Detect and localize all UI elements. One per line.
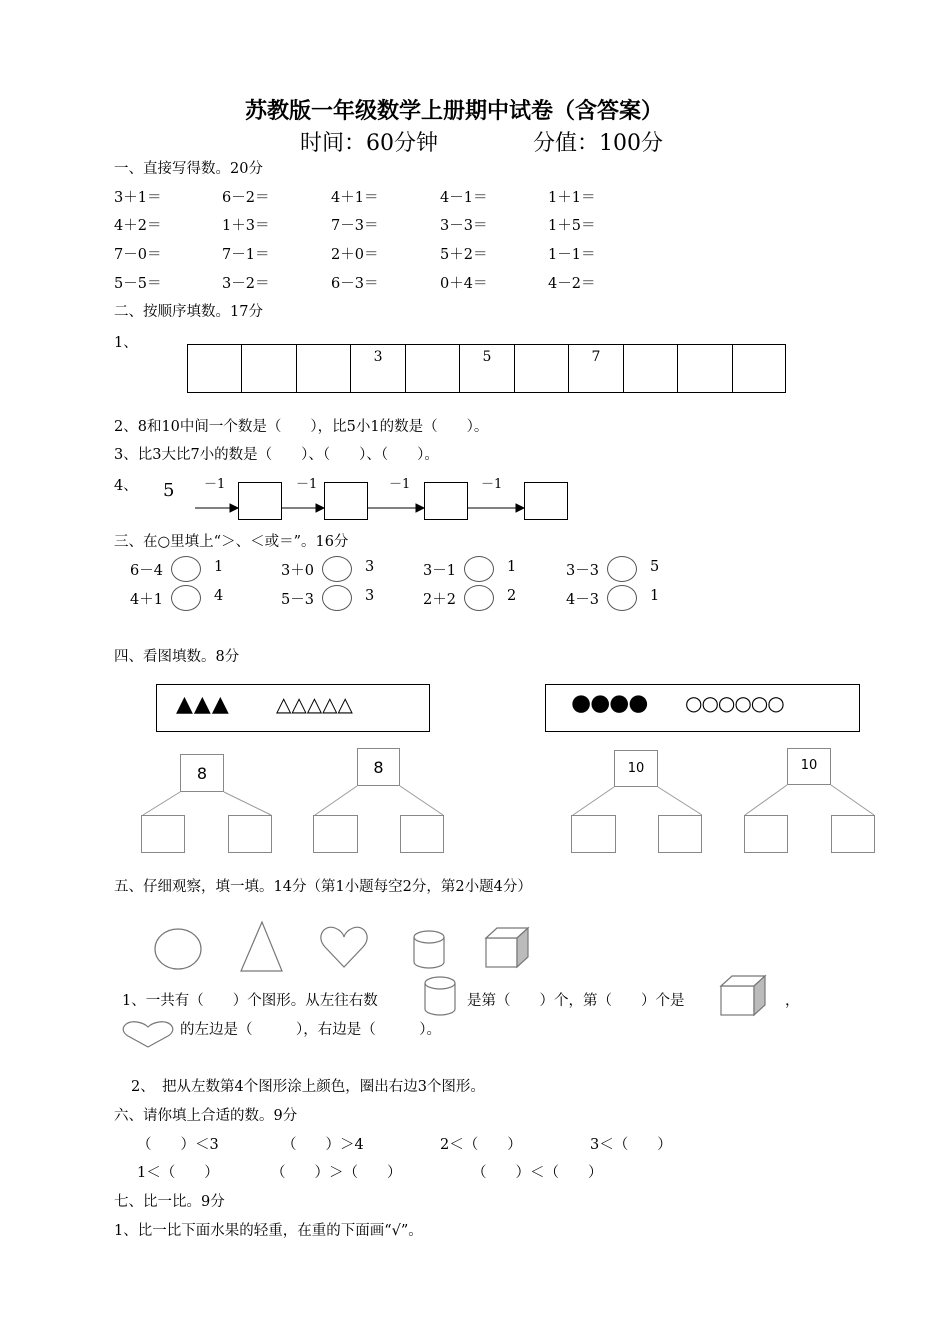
bond-top-number: 10 — [627, 761, 645, 776]
arithmetic-problem: 0＋4＝ — [440, 276, 488, 292]
circle-shape — [155, 929, 201, 969]
arithmetic-problem: 1＋1＝ — [548, 190, 596, 206]
inline-heart-shape — [123, 1022, 173, 1047]
chain-op-2: －1 — [296, 477, 318, 492]
chain-op-4: －1 — [481, 477, 503, 492]
outline-triangles: △△△△△ — [276, 692, 353, 716]
bond-top-number: 10 — [800, 758, 818, 773]
arithmetic-problem: 4－1＝ — [440, 190, 488, 206]
arithmetic-problem: 5－5＝ — [114, 276, 162, 292]
filled-triangles: ▲▲▲ — [176, 692, 230, 717]
inline-cube-shape — [721, 976, 765, 1015]
section7-heading: 七、比一比。9分 — [114, 1194, 225, 1210]
section4-heading: 四、看图填数。8分 — [114, 649, 240, 665]
filled-circles: ●●●● — [571, 690, 648, 716]
compare-right-number: 1 — [507, 559, 517, 575]
question-2-2: 2、8和10中间一个数是（ ），比5小1的数是（ ）。 — [114, 419, 489, 435]
arithmetic-problem: 3－3＝ — [440, 218, 488, 234]
arithmetic-problem: 4－2＝ — [548, 276, 596, 292]
outline-circles: ○○○○○○ — [685, 691, 784, 715]
arithmetic-problem: 1－1＝ — [548, 247, 596, 263]
arithmetic-problem: 5＋2＝ — [440, 247, 488, 263]
fill-blank-item: （ ）＞4 — [282, 1137, 364, 1153]
question-5-1-part4: 的左边是（ ），右边是（ ）。 — [180, 1022, 441, 1038]
arithmetic-problem: 3－2＝ — [222, 276, 270, 292]
question-2-3: 3、比3大比7小的数是（ ）、（ ）、（ ）。 — [114, 447, 439, 463]
arithmetic-problem: 6－3＝ — [331, 276, 379, 292]
sequence-cell[interactable]: 3 — [351, 345, 405, 393]
compare-left-expression: 3－1 — [423, 563, 456, 579]
question-5-1-part2: 是第（ ）个，第（ ）个是 — [467, 993, 685, 1009]
arithmetic-problem: 1＋3＝ — [222, 218, 270, 234]
section1-heading: 一、直接写得数。20分 — [114, 161, 263, 177]
time-limit: 时间：60分钟 — [300, 131, 438, 156]
compare-left-expression: 5－3 — [281, 592, 314, 608]
compare-right-number: 1 — [650, 588, 660, 604]
cube-shape — [486, 928, 528, 967]
arithmetic-problem: 4＋2＝ — [114, 218, 162, 234]
fill-blank-item: （ ）＜3 — [137, 1137, 219, 1153]
compare-left-expression: 3＋0 — [281, 563, 314, 579]
q1-label: 1、 — [114, 335, 138, 351]
chain-op-3: －1 — [389, 477, 411, 492]
compare-right-number: 1 — [214, 559, 224, 575]
compare-right-number: 3 — [365, 559, 375, 575]
arithmetic-problem: 6－2＝ — [222, 190, 270, 206]
compare-left-expression: 2＋2 — [423, 592, 456, 608]
compare-left-expression: 4＋1 — [130, 592, 163, 608]
compare-left-expression: 6－4 — [130, 563, 163, 579]
arithmetic-problem: 1＋5＝ — [548, 218, 596, 234]
compare-left-expression: 3－3 — [566, 563, 599, 579]
question-5-2: 2、 把从左数第4个图形涂上颜色，圈出右边3个图形。 — [131, 1079, 485, 1095]
triangle-shape — [241, 922, 282, 971]
arithmetic-problem: 4＋1＝ — [331, 190, 379, 206]
cylinder-shape — [414, 931, 444, 968]
section5-heading: 五、仔细观察，填一填。14分（第1小题每空2分，第2小题4分） — [114, 879, 532, 895]
total-score: 分值：100分 — [533, 131, 663, 156]
fill-blank-item: 2＜（ ） — [440, 1137, 522, 1153]
fill-blank-item: （ ）＞（ ） — [271, 1165, 402, 1181]
bond-top-number: 8 — [373, 758, 384, 777]
question-2-4-label: 4、 — [114, 478, 138, 494]
sequence-cell[interactable]: 7 — [569, 345, 623, 393]
arithmetic-problem: 7－1＝ — [222, 247, 270, 263]
fill-blank-item: 1＜（ ） — [137, 1165, 219, 1181]
page-title: 苏教版一年级数学上册期中试卷（含答案） — [245, 98, 664, 124]
compare-right-number: 2 — [507, 588, 517, 604]
question-7-1: 1、比一比下面水果的轻重，在重的下面画“√”。 — [114, 1223, 423, 1239]
chain-start-number: 5 — [163, 480, 175, 501]
arithmetic-problem: 7－3＝ — [331, 218, 379, 234]
compare-right-number: 3 — [365, 588, 375, 604]
compare-right-number: 4 — [214, 588, 224, 604]
fill-blank-item: 3＜（ ） — [590, 1137, 672, 1153]
question-5-1-part1: 1、一共有（ ）个图形。从左往右数 — [122, 993, 378, 1009]
question-5-1-part3: ， — [785, 993, 800, 1009]
arithmetic-problem: 3＋1＝ — [114, 190, 162, 206]
section2-heading: 二、按顺序填数。17分 — [114, 304, 263, 320]
section3-heading: 三、在○里填上“＞、＜或＝”。16分 — [114, 534, 349, 550]
sequence-cell[interactable]: 5 — [460, 345, 514, 393]
compare-right-number: 5 — [650, 559, 660, 575]
inline-cylinder-shape — [425, 977, 455, 1015]
compare-left-expression: 4－3 — [566, 592, 599, 608]
fill-blank-item: （ ）＜（ ） — [472, 1165, 603, 1181]
arithmetic-problem: 7－0＝ — [114, 247, 162, 263]
chain-op-1: －1 — [204, 477, 226, 492]
arithmetic-problem: 2＋0＝ — [331, 247, 379, 263]
heart-shape — [321, 927, 367, 967]
bond-top-number: 8 — [196, 764, 208, 783]
section6-heading: 六、请你填上合适的数。9分 — [114, 1108, 298, 1124]
